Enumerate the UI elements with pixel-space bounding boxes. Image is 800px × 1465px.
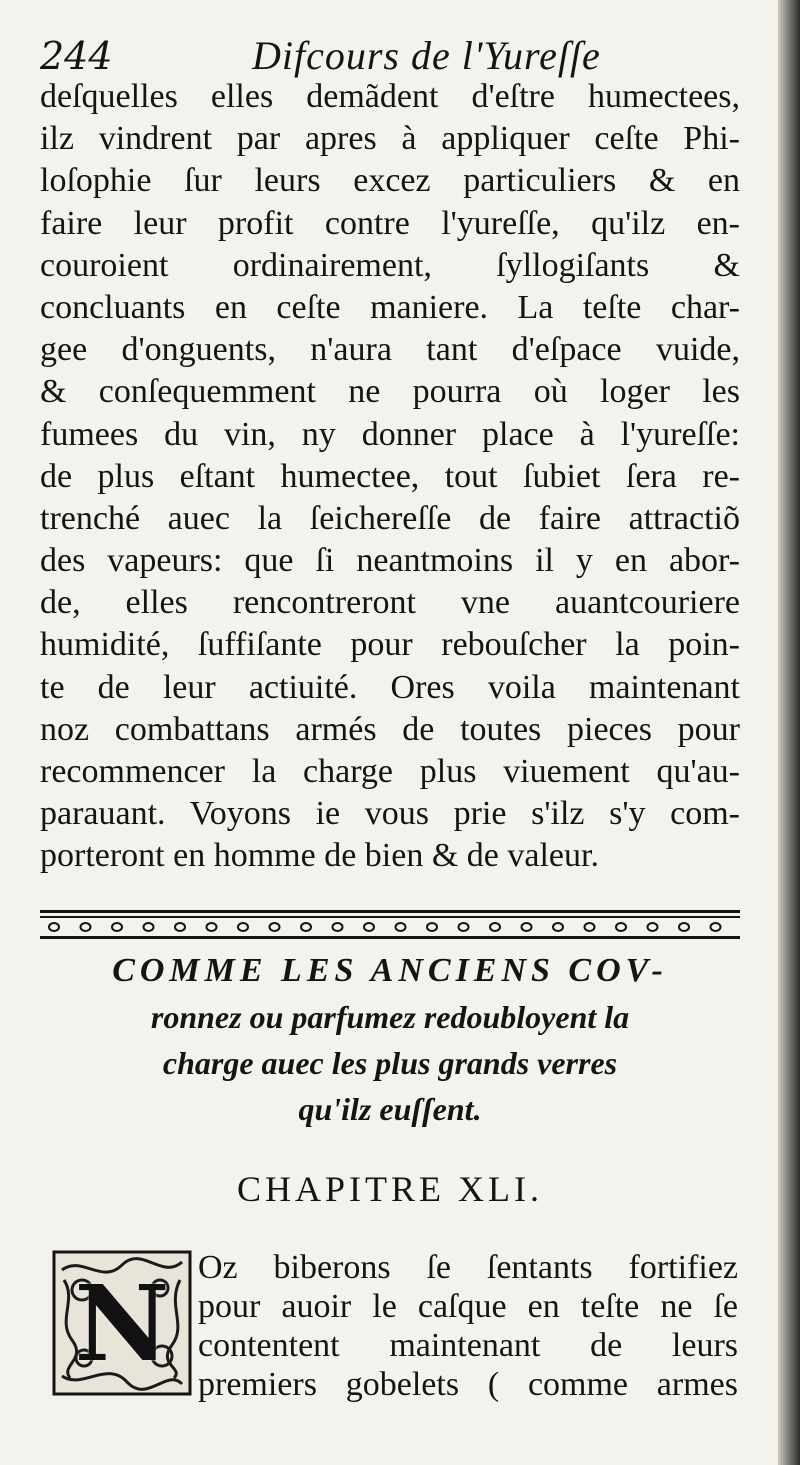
text-line: porteront en homme de bien & de valeur.	[40, 837, 599, 875]
text-line: loſophie ſur leurs excez particuliers & en	[40, 162, 740, 200]
heading-line: charge auec les plus grands verres	[162, 1045, 618, 1081]
text-line: Oz biberons ſe ſentants fortifiez	[198, 1249, 738, 1286]
rule-bead	[522, 923, 532, 931]
text-line: concluants en ceſte maniere. La teſte char-	[40, 288, 740, 326]
rule-bead	[585, 923, 595, 931]
rule-bead	[711, 923, 721, 931]
section-heading	[40, 948, 740, 1132]
text-line: pour auoir le caſque en teſte ne ſe	[198, 1288, 738, 1325]
rule-bead	[553, 923, 563, 931]
binding-shadow	[778, 0, 800, 1465]
text-line: fumees du vin, ny donner place à l'yureſſe:	[40, 415, 740, 453]
rule-bead	[459, 923, 469, 931]
text-line: recommencer la charge plus viuement qu'au-	[40, 753, 740, 790]
rule-bead	[490, 923, 500, 931]
rule-bead	[81, 923, 91, 931]
rule-bead	[238, 923, 248, 931]
running-title: Difcours de l'Yureſſe	[252, 33, 601, 78]
rule-bead	[396, 923, 406, 931]
rule-bead	[301, 923, 311, 931]
text-line: parauant. Voyons ie vous prie s'ilz s'y com-	[40, 795, 740, 833]
text-line: contentent maintenant de leurs	[198, 1327, 738, 1364]
text-line: de, elles rencontreront vne auantcouriere	[40, 584, 740, 622]
text-line: noz combattans armés de toutes pieces pour	[40, 710, 740, 748]
text-line: ilz vindrent par apres à appliquer ceſte Phi-	[40, 120, 740, 158]
rule-bead	[333, 923, 343, 931]
decorated-initial	[52, 1250, 192, 1396]
chapter-title: CHAPITRE XLI.	[237, 1169, 543, 1209]
heading-line: qu'ilz euſſent.	[298, 1091, 482, 1127]
text-line: trenché auec la ſeichereſſe de faire attractiõ	[40, 499, 740, 537]
rule-bead	[144, 923, 154, 931]
text-line: humidité, ſuffiſante pour rebouſcher la poin-	[40, 626, 740, 664]
rule-bead	[49, 923, 59, 931]
heading-line: ronnez ou parfumez redoubloyent la	[150, 999, 630, 1035]
rule-bead	[175, 923, 185, 931]
rule-bead	[616, 923, 626, 931]
text-line: des vapeurs: que ſi neantmoins il y en abor-	[40, 542, 740, 580]
heading-line: COMME LES ANCIENS COV-	[112, 952, 668, 989]
text-line: premiers gobelets ( comme armes	[198, 1366, 738, 1403]
text-line: & conſequemment ne pourra où loger les	[40, 373, 740, 411]
text-line: de plus eſtant humectee, tout ſubiet ſera re-	[40, 457, 740, 495]
text-line: deſquelles elles demãdent d'eſtre humectees,	[40, 78, 740, 115]
page-number: 244	[40, 34, 113, 78]
rule-bead	[679, 923, 689, 931]
rule-bead	[112, 923, 122, 931]
running-head	[40, 24, 740, 84]
text-line: te de leur actiuité. Ores voila maintenant	[40, 668, 740, 706]
text-line: faire leur profit contre l'yureſſe, qu'ilz en-	[40, 204, 740, 242]
rule-bead	[364, 923, 374, 931]
text-line: couroient ordinairement, ſyllogiſants &	[40, 246, 740, 284]
text-line: gee d'onguents, n'aura tant d'eſpace vuide,	[40, 331, 740, 369]
rule-bead	[207, 923, 217, 931]
drop-cap-letter: N	[74, 1261, 170, 1385]
rule-bead	[648, 923, 658, 931]
body-text	[40, 76, 740, 878]
chapter-text	[198, 1248, 738, 1404]
rule-bead	[427, 923, 437, 931]
rule-bead	[270, 923, 280, 931]
ornamental-rule	[40, 906, 740, 944]
